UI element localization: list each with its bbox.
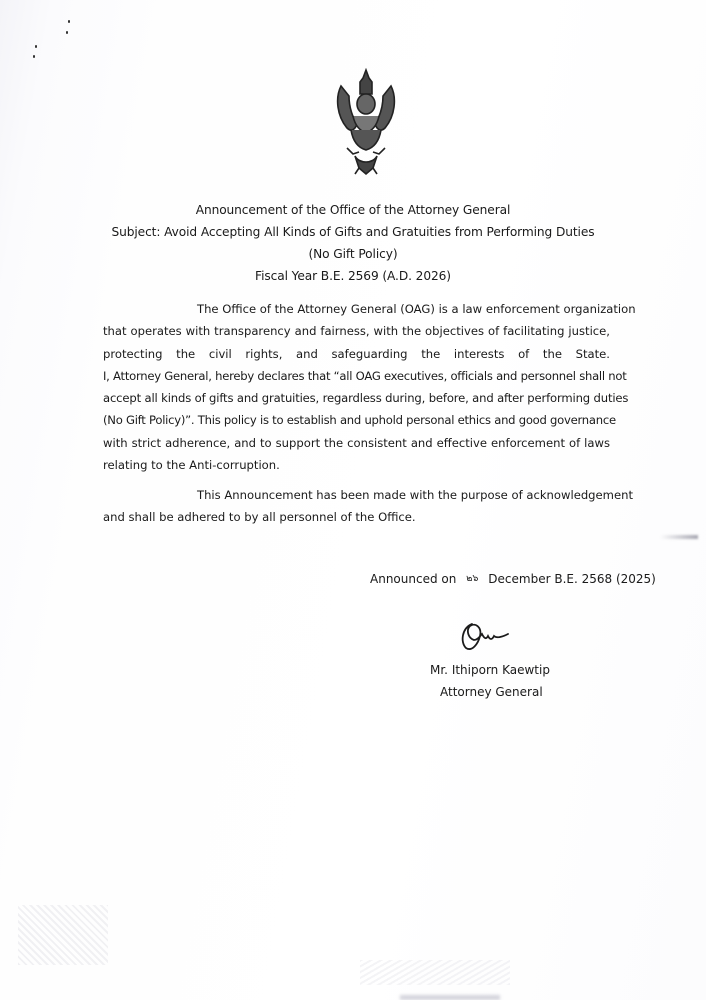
scan-speck xyxy=(66,31,68,34)
garuda-emblem-icon xyxy=(333,68,399,178)
signature-icon xyxy=(458,618,518,654)
document-header xyxy=(0,199,706,287)
scan-speck xyxy=(68,20,70,23)
paragraph-line: with strict adherence, and to support the consistent and effective enforcement of laws xyxy=(103,435,610,450)
body-paragraph-1 xyxy=(103,298,636,476)
paragraph-line: accept all kinds of gifts and gratuities, regardless during, before, and after performing duties xyxy=(103,391,629,406)
announcement-date-rest: December B.E. 2568 (2025) xyxy=(488,572,656,586)
signatory-name: Mr. Ithiporn Kaewtip xyxy=(430,663,550,677)
scan-smudge xyxy=(660,535,698,539)
signatory-title: Attorney General xyxy=(440,685,543,699)
scan-speck xyxy=(35,45,37,48)
paragraph-line: (No Gift Policy)”. This policy is to establish and uphold personal ethics and good governance xyxy=(103,413,616,428)
scan-smudge xyxy=(400,995,500,1000)
policy-name: (No Gift Policy) xyxy=(308,247,398,261)
scan-noise xyxy=(18,905,108,965)
fiscal-year: Fiscal Year B.E. 2569 (A.D. 2026) xyxy=(255,269,451,283)
paragraph-line: and shall be adhered to by all personnel of the Office. xyxy=(103,510,416,525)
paragraph-line: protecting the civil rights, and safeguarding the interests of the State. xyxy=(103,346,610,361)
scan-speck xyxy=(33,55,35,58)
announcement-date xyxy=(370,571,656,586)
scan-noise xyxy=(360,960,510,985)
announcement-subject: Subject: Avoid Accepting All Kinds of Gifts and Gratuities from Performing Duties xyxy=(111,225,595,239)
paragraph-line: This Announcement has been made with the purpose of acknowledgement xyxy=(197,488,633,502)
announcement-title: Announcement of the Office of the Attorney General xyxy=(195,203,511,217)
paragraph-line: The Office of the Attorney General (OAG) is a law enforcement organization xyxy=(197,302,636,316)
handwritten-day: ๒๖ xyxy=(466,573,479,584)
paragraph-line: relating to the Anti-corruption. xyxy=(103,458,280,473)
announced-on-label: Announced on xyxy=(370,572,457,586)
body-paragraph-2 xyxy=(103,484,633,529)
paragraph-line: that operates with transparency and fairness, with the objectives of facilitating justice, xyxy=(103,324,610,339)
paragraph-line: I, Attorney General, hereby declares that “all OAG executives, officials and personnel shall not xyxy=(103,368,627,383)
